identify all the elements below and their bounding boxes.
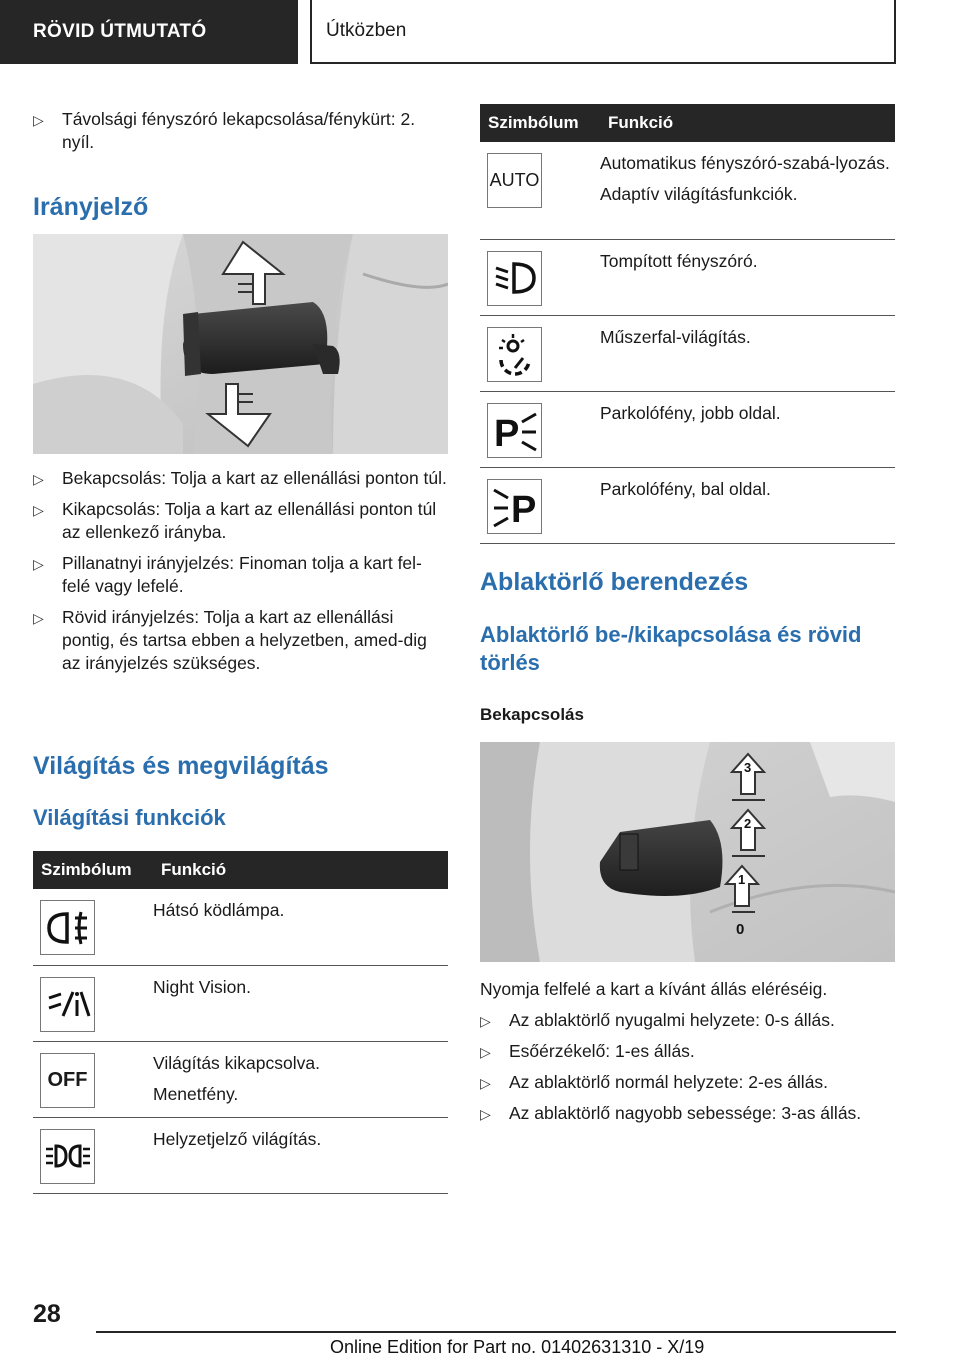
function-text: Parkolófény, bal oldal. (600, 478, 771, 499)
table-header-row (480, 104, 895, 142)
header-chapter-label: Útközben (326, 20, 407, 41)
instrument-lighting-icon (487, 327, 542, 382)
parking-light-left-icon (487, 479, 542, 534)
list-item: ▷ Bekapcsolás: Tolja a kart az ellenállási ponton túl. (33, 467, 448, 490)
bullet-triangle-icon: ▷ (480, 1044, 491, 1060)
intro-bullet: ▷ Távolsági fényszóró lekapcsolása/fénykürt: 2. nyíl. (33, 109, 416, 152)
rear-fog-lamp-icon (40, 900, 95, 955)
turn-signal-lever-photo (33, 234, 448, 454)
header-section-label: RÖVID ÚTMUTATÓ (33, 21, 207, 42)
function-text: Műszerfal-világítás. (600, 326, 751, 347)
bullet-triangle-icon: ▷ (33, 610, 44, 626)
table-row (480, 391, 895, 467)
wiper-position-3-label: 3 (744, 760, 752, 775)
wiper-intro: Nyomja felfelé a kart a kívánt állás eléréséig. (480, 979, 828, 999)
table-row (480, 142, 895, 239)
svg-text:P: P (510, 489, 536, 528)
wiper-position-2-label: 2 (744, 816, 752, 831)
bullet-triangle-icon: ▷ (480, 1075, 491, 1091)
side-lights-icon (40, 1129, 95, 1184)
table-row (33, 965, 448, 1041)
svg-text:P: P (493, 413, 519, 452)
list-item: ▷ Kikapcsolás: Tolja a kart az ellenállási ponton túl az ellenkező irányba. (33, 499, 437, 542)
night-vision-icon (40, 977, 95, 1032)
bullet-triangle-icon: ▷ (33, 556, 44, 572)
lighting-functions-table-right (480, 104, 895, 544)
wiper-position-1-label: 1 (738, 872, 746, 887)
low-beam-icon (487, 251, 542, 306)
list-item: ▷ Az ablaktörlő nyugalmi helyzete: 0-s állás. (480, 1009, 895, 1032)
column-header-symbol: Szimbólum (480, 104, 600, 142)
bullet-triangle-icon: ▷ (480, 1106, 491, 1122)
table-row (480, 239, 895, 315)
column-header-symbol: Szimbólum (33, 851, 153, 889)
list-item: ▷ Az ablaktörlő normál helyzete: 2-es állás. (480, 1071, 895, 1094)
function-text: Világítás kikapcsolva. (153, 1052, 320, 1073)
function-text: Tompított fényszóró. (600, 250, 758, 271)
turn-signal-heading: Irányjelző (33, 193, 149, 221)
column-header-function: Funkció (153, 851, 448, 889)
off-icon: OFF (40, 1053, 95, 1108)
wiper-position-0-label: 0 (736, 921, 745, 938)
turn-signal-bullets (33, 467, 448, 675)
bullet-triangle-icon: ▷ (480, 1013, 491, 1029)
table-row (33, 1117, 448, 1193)
function-text: Hátsó ködlámpa. (153, 900, 285, 920)
table-row (33, 889, 448, 965)
function-text: Parkolófény, jobb oldal. (600, 402, 781, 423)
wiper-heading: Ablaktörlő berendezés (480, 568, 749, 596)
lighting-functions-table-left (33, 851, 448, 1194)
list-item: ▷ Az ablaktörlő nagyobb sebessége: 3-as állás. (480, 1102, 895, 1125)
list-item: ▷ Rövid irányjelzés: Tolja a kart az ellenállási pontig, és tartsa ebben a helyzetben, amed-dig az irányjelzés szükséges. (33, 607, 427, 673)
lighting-heading: Világítás és megvilágítás (33, 752, 329, 780)
function-text: Night Vision. (153, 976, 251, 997)
lighting-subheading: Világítási funkciók (33, 805, 226, 830)
function-text: Menetfény. (153, 1083, 239, 1104)
table-row (33, 1041, 448, 1117)
wiper-lever-photo (480, 742, 895, 962)
list-item: ▷ Pillanatnyi irányjelzés: Finoman tolja a kart fel-felé vagy lefelé. (33, 553, 422, 596)
wiper-subheading: Ablaktörlő be-/kikapcsolása és rövid törlés (480, 622, 862, 675)
table-row (480, 467, 895, 543)
header-section-tab (0, 0, 298, 64)
bullet-triangle-icon: ▷ (33, 471, 44, 487)
wiper-bullets (480, 1009, 895, 1125)
function-text: Helyzetjelző világítás. (153, 1128, 322, 1149)
parking-light-right-icon (487, 403, 542, 458)
table-row (480, 315, 895, 391)
bullet-triangle-icon: ▷ (33, 112, 44, 128)
wiper-on-heading: Bekapcsolás (480, 705, 584, 724)
bullet-triangle-icon: ▷ (33, 502, 44, 518)
function-text: Automatikus fényszóró-szabá-lyozás. (600, 153, 890, 173)
function-text: Adaptív világításfunkciók. (600, 184, 798, 204)
column-header-function: Funkció (600, 104, 895, 142)
table-header-row (33, 851, 448, 889)
footer-divider (96, 1331, 896, 1333)
list-item: ▷ Esőérzékelő: 1-es állás. (480, 1040, 895, 1063)
header-chapter-tab (310, 0, 896, 64)
page-number: 28 (33, 1300, 61, 1328)
auto-headlight-icon: AUTO (487, 153, 542, 208)
footer-edition: Online Edition for Part no. 01402631310 - X/19 (330, 1337, 705, 1357)
